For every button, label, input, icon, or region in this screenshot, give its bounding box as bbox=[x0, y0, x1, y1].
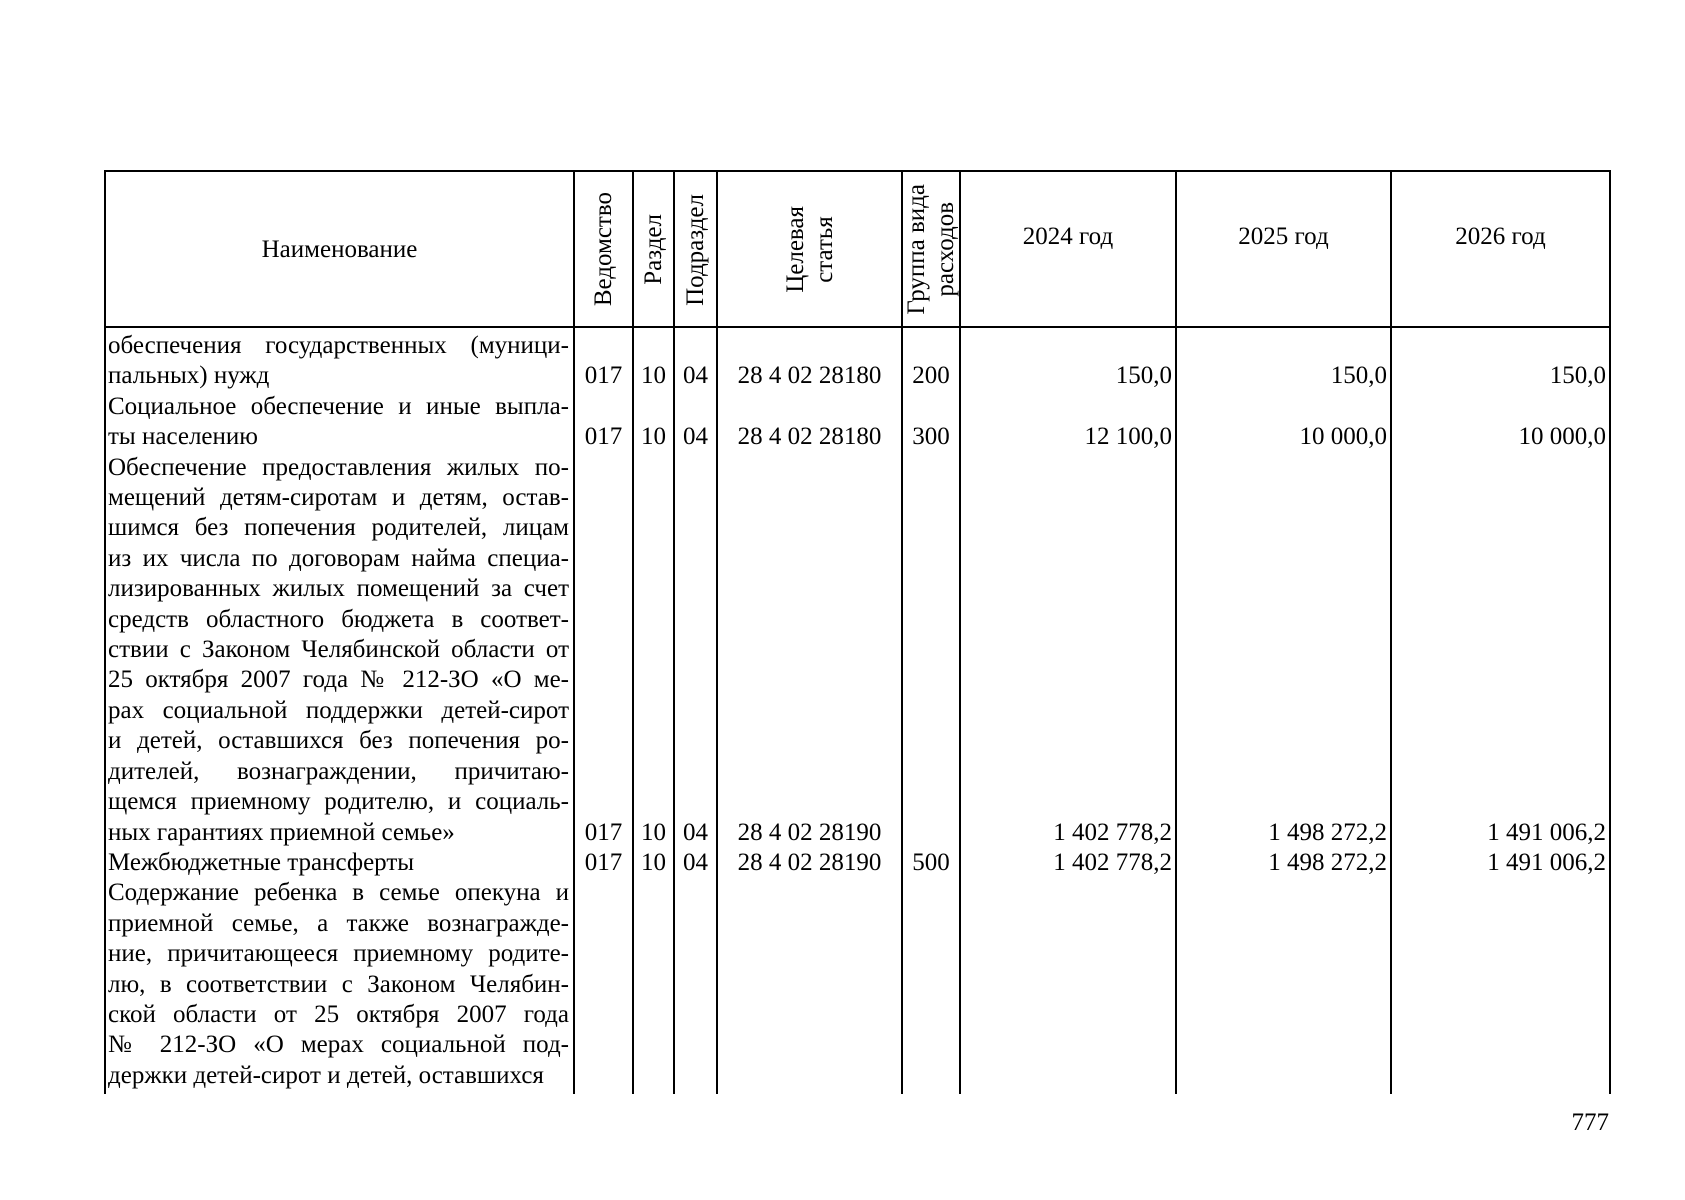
header-target-article-label bbox=[781, 206, 839, 293]
name-line: лизированных жилых помещений за счет bbox=[108, 575, 569, 603]
cell-y2025: 150,0 bbox=[1330, 362, 1387, 390]
name-line: ных гарантиях приемной семье» bbox=[108, 818, 455, 846]
cell-cs: 28 4 02 28190 bbox=[737, 818, 882, 846]
name-line: пальных) нужд bbox=[108, 362, 270, 390]
cell-y2026: 1 491 006,2 bbox=[1487, 848, 1606, 876]
table-row bbox=[105, 392, 1610, 453]
cell-y2025 bbox=[1176, 1061, 1391, 1091]
cell-cs: 28 4 02 28190 bbox=[737, 848, 882, 876]
name-line: приемной семье, а также вознагражде- bbox=[108, 909, 569, 937]
cell-razdel bbox=[633, 1061, 674, 1091]
name-line: мещений детям-сиротам и детям, остав- bbox=[108, 484, 569, 512]
cell-cs: 28 4 02 28180 bbox=[737, 423, 882, 451]
cell-y2024: 1 402 778,2 bbox=[1053, 818, 1172, 846]
header-year-2026 bbox=[1391, 172, 1610, 327]
header-podrazdel-label: Подраздел bbox=[682, 193, 709, 306]
cell-vedomstvo: 017 bbox=[584, 423, 623, 451]
header-target-article-line: Целевая bbox=[781, 206, 809, 293]
cell-podrazdel: 04 bbox=[683, 818, 708, 846]
cell-razdel: 10 bbox=[641, 423, 666, 451]
name-line: ской области от 25 октября 2007 года bbox=[108, 1000, 569, 1028]
cell-razdel: 10 bbox=[641, 818, 666, 846]
name-line: ты населению bbox=[108, 423, 258, 451]
name-line: и детей, оставшихся без попечения ро- bbox=[108, 727, 569, 755]
name-line: ствии с Законом Челябинской области от bbox=[108, 636, 569, 664]
name-line: держки детей-сирот и детей, оставшихся bbox=[108, 1061, 544, 1089]
name-line: шимся без попечения родителей, лицам bbox=[108, 514, 569, 542]
cell-name bbox=[105, 848, 574, 878]
cell-cs: 28 4 02 28180 bbox=[737, 362, 882, 390]
name-line: ние, причитающееся приемному родите- bbox=[108, 940, 569, 968]
table-row bbox=[105, 331, 1610, 392]
cell-razdel: 10 bbox=[641, 848, 666, 876]
header-expense-group-label bbox=[902, 184, 960, 315]
name-line: № 212-ЗО «О мерах социальной под- bbox=[108, 1031, 569, 1059]
page-number: 777 bbox=[1571, 1109, 1609, 1136]
cell-y2025: 10 000,0 bbox=[1299, 423, 1387, 451]
header-year-label: 2025 год bbox=[1238, 223, 1329, 250]
cell-y2025: 1 498 272,2 bbox=[1268, 818, 1387, 846]
header-year-2025 bbox=[1176, 172, 1391, 327]
cell-vedomstvo: 017 bbox=[584, 848, 623, 876]
header-year-2024 bbox=[960, 172, 1176, 327]
cell-podrazdel: 04 bbox=[683, 362, 708, 390]
header-podrazdel bbox=[674, 172, 717, 327]
name-line: Социальное обеспечение и иные выпла- bbox=[108, 392, 569, 420]
cell-name bbox=[105, 331, 574, 392]
name-line: 25 октября 2007 года № 212-ЗО «О ме- bbox=[108, 666, 569, 694]
name-line: Обеспечение предоставления жилых по- bbox=[108, 453, 569, 481]
cell-gvr: 500 bbox=[912, 848, 950, 876]
header-razdel bbox=[633, 172, 674, 327]
header-razdel-label: Раздел bbox=[640, 214, 667, 285]
cell-gvr bbox=[902, 818, 960, 848]
cell-y2024: 1 402 778,2 bbox=[1053, 848, 1172, 876]
header-year-label: 2024 год bbox=[1022, 223, 1114, 250]
table-row bbox=[105, 848, 1610, 878]
name-line: Межбюджетные трансферты bbox=[108, 848, 415, 876]
header-vedomstvo-label: Ведомство bbox=[590, 192, 617, 307]
header-target-article-line: статья bbox=[810, 216, 838, 283]
cell-name bbox=[105, 878, 574, 1091]
table-row bbox=[105, 453, 1610, 848]
cell-gvr bbox=[902, 1061, 960, 1091]
cell-gvr: 300 bbox=[912, 423, 950, 451]
name-line: рах социальной поддержки детей-сирот bbox=[108, 696, 569, 724]
header-name bbox=[105, 172, 574, 327]
cell-cs bbox=[717, 1061, 902, 1091]
header-year-label: 2026 год bbox=[1455, 223, 1546, 250]
cell-podrazdel bbox=[674, 1061, 717, 1091]
cell-vedomstvo: 017 bbox=[584, 818, 623, 846]
name-line: средств областного бюджета в соответ- bbox=[108, 605, 569, 633]
name-line: щемся приемному родителю, и социаль- bbox=[108, 788, 569, 816]
cell-podrazdel: 04 bbox=[683, 423, 708, 451]
name-line: лю, в соответствии с Законом Челябин- bbox=[108, 970, 569, 998]
header-expense-group-line: расходов bbox=[932, 202, 959, 297]
cell-y2026 bbox=[1391, 1061, 1610, 1091]
cell-vedomstvo: 017 bbox=[584, 362, 623, 390]
name-line: дителей, вознаграждении, причитаю- bbox=[108, 757, 569, 785]
header-vedomstvo bbox=[574, 172, 633, 327]
table-header bbox=[105, 172, 1610, 327]
header-expense-group-line: Группа вида bbox=[903, 184, 930, 315]
cell-y2024: 150,0 bbox=[1115, 362, 1172, 390]
cell-name bbox=[105, 392, 574, 453]
cell-y2026: 1 491 006,2 bbox=[1487, 818, 1606, 846]
header-target-article bbox=[717, 172, 902, 327]
cell-podrazdel: 04 bbox=[683, 848, 708, 876]
name-line: Содержание ребенка в семье опекуна и bbox=[108, 879, 569, 907]
name-line: обеспечения государственных (муници- bbox=[108, 332, 569, 359]
cell-vedomstvo bbox=[574, 1061, 633, 1091]
cell-razdel: 10 bbox=[641, 362, 666, 390]
header-expense-group bbox=[902, 172, 960, 327]
cell-y2025: 1 498 272,2 bbox=[1268, 848, 1387, 876]
cell-y2024 bbox=[960, 1061, 1176, 1091]
cell-y2024: 12 100,0 bbox=[1084, 423, 1172, 451]
header-name-label: Наименование bbox=[261, 236, 418, 263]
cell-y2026: 10 000,0 bbox=[1518, 423, 1606, 451]
table-body bbox=[105, 331, 1610, 1091]
name-line: из их числа по договорам найма специа- bbox=[108, 544, 569, 572]
cell-y2026: 150,0 bbox=[1549, 362, 1606, 390]
cell-name bbox=[105, 453, 574, 848]
table-row bbox=[105, 878, 1610, 1091]
cell-gvr: 200 bbox=[912, 362, 950, 390]
